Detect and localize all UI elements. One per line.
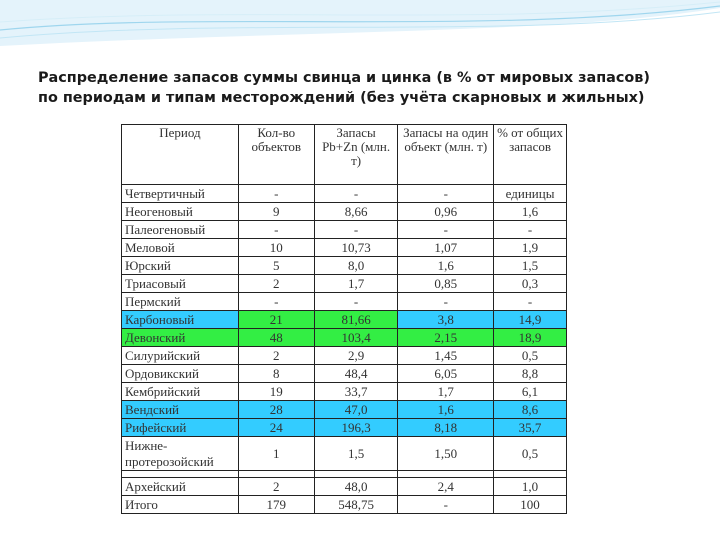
period-cell: Девонский	[122, 329, 239, 347]
period-cell: Итого	[122, 496, 239, 514]
spacer-cell	[398, 471, 494, 478]
reserves-cell: 1,5	[314, 437, 398, 471]
period-cell: Нижне-протерозойский	[122, 437, 239, 471]
period-cell: Ордовикский	[122, 365, 239, 383]
count-cell: 19	[238, 383, 314, 401]
table-body	[122, 185, 567, 514]
per-object-cell: 1,6	[398, 257, 494, 275]
period-cell: Меловой	[122, 239, 239, 257]
per-object-cell: 3,8	[398, 311, 494, 329]
reserves-table	[121, 124, 567, 514]
reserves-cell: 81,66	[314, 311, 398, 329]
reserves-cell: -	[314, 293, 398, 311]
table-row	[122, 478, 567, 496]
reserves-table-container	[121, 124, 567, 514]
percent-cell: 6,1	[494, 383, 567, 401]
reserves-cell: -	[314, 185, 398, 203]
title-line-1: Распределение запасов суммы свинца и цинка (в % от мировых запасов)	[38, 70, 650, 86]
count-cell: -	[238, 185, 314, 203]
table-row	[122, 329, 567, 347]
spacer-cell	[238, 471, 314, 478]
percent-cell: 0,5	[494, 437, 567, 471]
count-cell: -	[238, 293, 314, 311]
table-row	[122, 257, 567, 275]
header-count: Кол-во объектов	[238, 125, 314, 185]
header-per-object: Запасы на один объект (млн. т)	[398, 125, 494, 185]
reserves-cell: 1,7	[314, 275, 398, 293]
percent-cell: 8,6	[494, 401, 567, 419]
per-object-cell: 2,4	[398, 478, 494, 496]
per-object-cell: 0,85	[398, 275, 494, 293]
title-line-2: по периодам и типам месторождений (без учёта скарновых и жильных)	[38, 90, 645, 106]
count-cell: 8	[238, 365, 314, 383]
period-cell: Юрский	[122, 257, 239, 275]
count-cell: 10	[238, 239, 314, 257]
spacer-cell	[314, 471, 398, 478]
header-reserves: Запасы Pb+Zn (млн. т)	[314, 125, 398, 185]
table-row	[122, 275, 567, 293]
per-object-cell: 6,05	[398, 365, 494, 383]
period-cell: Вендский	[122, 401, 239, 419]
reserves-cell: 2,9	[314, 347, 398, 365]
period-cell: Рифейский	[122, 419, 239, 437]
percent-cell: -	[494, 293, 567, 311]
period-cell: Четвертичный	[122, 185, 239, 203]
per-object-cell: 2,15	[398, 329, 494, 347]
reserves-cell: 10,73	[314, 239, 398, 257]
period-cell: Силурийский	[122, 347, 239, 365]
table-row	[122, 401, 567, 419]
reserves-cell: 548,75	[314, 496, 398, 514]
count-cell: 24	[238, 419, 314, 437]
reserves-cell: 8,66	[314, 203, 398, 221]
table-row	[122, 419, 567, 437]
per-object-cell: 1,7	[398, 383, 494, 401]
percent-cell: 8,8	[494, 365, 567, 383]
table-row	[122, 437, 567, 471]
period-cell: Неогеновый	[122, 203, 239, 221]
header-wave-decoration	[0, 0, 720, 60]
count-cell: 2	[238, 347, 314, 365]
count-cell: 1	[238, 437, 314, 471]
count-cell: 48	[238, 329, 314, 347]
per-object-cell: 1,50	[398, 437, 494, 471]
period-cell: Пермский	[122, 293, 239, 311]
table-header-row	[122, 125, 567, 185]
reserves-cell: 33,7	[314, 383, 398, 401]
per-object-cell: 1,6	[398, 401, 494, 419]
per-object-cell: 1,07	[398, 239, 494, 257]
per-object-cell: -	[398, 293, 494, 311]
spacer-cell	[494, 471, 567, 478]
count-cell: -	[238, 221, 314, 239]
slide-title	[38, 68, 708, 108]
header-percent: % от общих запасов	[494, 125, 567, 185]
percent-cell: единицы	[494, 185, 567, 203]
header-period: Период	[122, 125, 239, 185]
percent-cell: 1,6	[494, 203, 567, 221]
percent-cell: 35,7	[494, 419, 567, 437]
percent-cell: 1,0	[494, 478, 567, 496]
period-cell: Палеогеновый	[122, 221, 239, 239]
percent-cell: 100	[494, 496, 567, 514]
reserves-cell: 48,4	[314, 365, 398, 383]
percent-cell: 14,9	[494, 311, 567, 329]
table-row	[122, 293, 567, 311]
table-row	[122, 347, 567, 365]
table-row	[122, 311, 567, 329]
per-object-cell: -	[398, 221, 494, 239]
table-row	[122, 496, 567, 514]
percent-cell: 0,3	[494, 275, 567, 293]
per-object-cell: 8,18	[398, 419, 494, 437]
period-cell: Архейский	[122, 478, 239, 496]
table-row	[122, 365, 567, 383]
reserves-cell: -	[314, 221, 398, 239]
table-row	[122, 185, 567, 203]
reserves-cell: 196,3	[314, 419, 398, 437]
period-cell: Кембрийский	[122, 383, 239, 401]
per-object-cell: -	[398, 185, 494, 203]
count-cell: 179	[238, 496, 314, 514]
per-object-cell: 1,45	[398, 347, 494, 365]
table-spacer-row	[122, 471, 567, 478]
percent-cell: 1,9	[494, 239, 567, 257]
count-cell: 2	[238, 275, 314, 293]
period-cell: Карбоновый	[122, 311, 239, 329]
percent-cell: 18,9	[494, 329, 567, 347]
period-cell: Триасовый	[122, 275, 239, 293]
percent-cell: 0,5	[494, 347, 567, 365]
percent-cell: 1,5	[494, 257, 567, 275]
count-cell: 21	[238, 311, 314, 329]
table-row	[122, 383, 567, 401]
per-object-cell: -	[398, 496, 494, 514]
table-row	[122, 239, 567, 257]
count-cell: 5	[238, 257, 314, 275]
reserves-cell: 8,0	[314, 257, 398, 275]
per-object-cell: 0,96	[398, 203, 494, 221]
reserves-cell: 47,0	[314, 401, 398, 419]
table-row	[122, 221, 567, 239]
spacer-cell	[122, 471, 239, 478]
count-cell: 2	[238, 478, 314, 496]
reserves-cell: 103,4	[314, 329, 398, 347]
count-cell: 28	[238, 401, 314, 419]
percent-cell: -	[494, 221, 567, 239]
table-row	[122, 203, 567, 221]
reserves-cell: 48,0	[314, 478, 398, 496]
count-cell: 9	[238, 203, 314, 221]
